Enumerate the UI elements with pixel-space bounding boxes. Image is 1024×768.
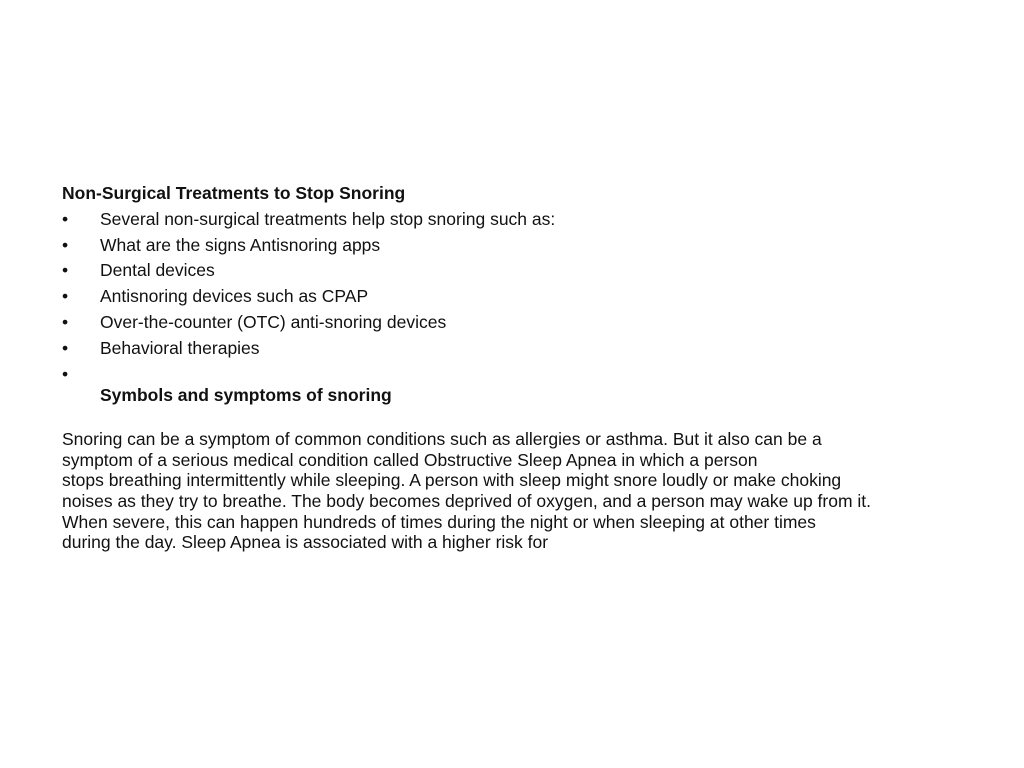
bullet-item <box>62 207 967 233</box>
bullet-item <box>62 336 967 362</box>
bullet-item <box>62 310 967 336</box>
bullet-text: What are the signs Antisnoring apps <box>100 234 381 255</box>
bullet-text: Over-the-counter (OTC) anti-snoring devices <box>100 311 447 332</box>
bullet-text: Dental devices <box>100 260 215 281</box>
bullet-item <box>62 233 967 259</box>
bullet-glyph: • <box>62 260 69 281</box>
slide-heading: Non-Surgical Treatments to Stop Snoring <box>62 183 406 203</box>
paragraph-line: stops breathing intermittently while sleeping. A person with sleep might snore loudly or make choking <box>62 470 842 491</box>
bullet-item <box>62 258 967 284</box>
bullet-glyph: • <box>62 337 69 358</box>
bullet-glyph: • <box>62 286 69 307</box>
bullet-glyph: • <box>62 234 69 255</box>
bullet-list <box>62 207 967 388</box>
bullet-text: Behavioral therapies <box>100 337 260 358</box>
body-paragraph <box>62 429 967 553</box>
bullet-glyph: • <box>62 208 69 229</box>
paragraph-line: symptom of a serious medical condition called Obstructive Sleep Apnea in which a person <box>62 449 758 470</box>
paragraph-line: Snoring can be a symptom of common conditions such as allergies or asthma. But it also can be a <box>62 429 822 450</box>
paragraph-line: When severe, this can happen hundreds of times during the night or when sleeping at other times <box>62 511 816 532</box>
bullet-text: Several non-surgical treatments help stop snoring such as: <box>100 208 556 229</box>
sub-heading: Symbols and symptoms of snoring <box>100 385 392 406</box>
bullet-glyph: • <box>62 363 69 384</box>
bullet-glyph: • <box>62 311 69 332</box>
slide-content <box>62 181 967 553</box>
bullet-text: Antisnoring devices such as CPAP <box>100 286 369 307</box>
paragraph-line: noises as they try to breathe. The body becomes deprived of oxygen, and a person may wake up from it. <box>62 490 872 511</box>
bullet-item <box>62 284 967 310</box>
paragraph-line: during the day. Sleep Apnea is associated with a higher risk for <box>62 532 549 553</box>
